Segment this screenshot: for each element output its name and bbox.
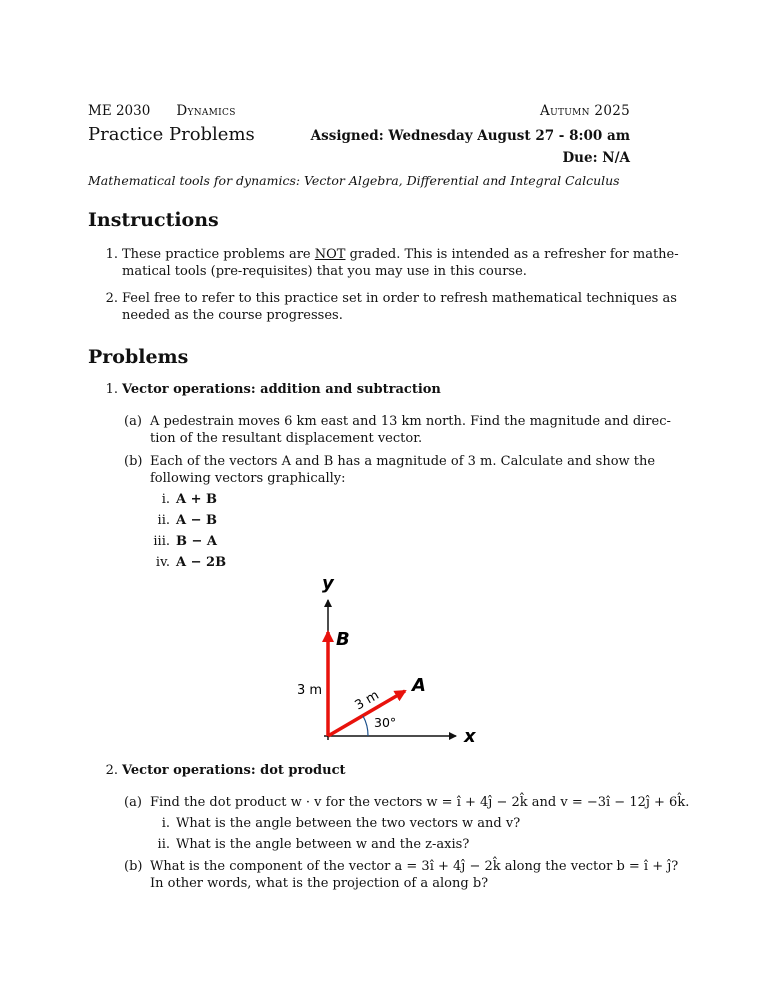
- course-code: ME 2030: [88, 103, 151, 119]
- instructions-heading: Instructions: [88, 209, 219, 231]
- subitem-label: ii.: [157, 837, 170, 852]
- part-label: (b): [124, 454, 143, 469]
- part-label: (b): [124, 859, 143, 874]
- subitem-label: iii.: [153, 534, 170, 549]
- subitem-expression: A + B: [176, 492, 218, 507]
- subitem-expression: B − A: [176, 534, 218, 549]
- subitem-text: What is the angle between w and the z-axis?: [176, 837, 470, 852]
- subtitle: Mathematical tools for dynamics: Vector Algebra, Differential and Integral Calculus: [88, 173, 620, 188]
- y-axis-label: y: [322, 573, 334, 594]
- problem-title: Vector operations: dot product: [122, 763, 346, 778]
- angle-label: 30°: [374, 715, 397, 730]
- subitem-expression: A − B: [176, 513, 218, 528]
- list-number: 2.: [105, 763, 118, 778]
- b-magnitude-label: 3 m: [297, 683, 323, 698]
- subitem-label: i.: [161, 492, 170, 507]
- part-label: (a): [124, 795, 142, 810]
- list-number: 2.: [105, 291, 118, 306]
- instruction-text: needed as the course progresses.: [122, 308, 343, 323]
- x-axis-label: x: [464, 726, 476, 747]
- course-subject: Dynamics: [176, 103, 236, 119]
- instruction-text: Feel free to refer to this practice set in order to refresh mathematical techniques as: [122, 291, 677, 306]
- assigned-date: Assigned: Wednesday August 27 - 8:00 am: [310, 128, 630, 144]
- problems-heading: Problems: [88, 346, 189, 368]
- subitem-label: ii.: [157, 513, 170, 528]
- problem-text: Find the dot product w · v for the vectors w = î + 4ĵ − 2k̂ and v = −3î − 12ĵ + 6k̂.: [150, 795, 690, 810]
- subitem-label: iv.: [155, 555, 170, 570]
- instruction-text: graded. This is intended as a refresher for mathe-: [345, 247, 679, 262]
- due-date: Due: N/A: [562, 150, 630, 166]
- problem-text: tion of the resultant displacement vector.: [150, 431, 423, 446]
- angle-arc: [363, 716, 368, 736]
- instruction-text: matical tools (pre-requisites) that you may use in this course.: [122, 264, 527, 279]
- subitem-text: What is the angle between the two vectors w and v?: [176, 816, 521, 831]
- part-label: (a): [124, 414, 142, 429]
- emphasis-not: NOT: [314, 247, 346, 262]
- list-number: 1.: [105, 247, 118, 262]
- problem-text: A pedestrain moves 6 km east and 13 km north. Find the magnitude and direc-: [150, 414, 671, 429]
- vector-figure: [280, 570, 500, 755]
- problem-text: In other words, what is the projection of a along b?: [150, 876, 489, 891]
- problem-text: Each of the vectors A and B has a magnitude of 3 m. Calculate and show the: [150, 454, 656, 469]
- problem-text: following vectors graphically:: [150, 471, 346, 486]
- page-title: Practice Problems: [88, 124, 255, 145]
- problem-text: What is the component of the vector a = 3î + 4ĵ − 2k̂ along the vector b = î + ĵ?: [150, 859, 679, 874]
- problem-title: Vector operations: addition and subtraction: [122, 382, 441, 397]
- vector-a-label: A: [412, 675, 426, 696]
- course-header: [88, 103, 236, 119]
- instruction-text: These practice problems are: [122, 247, 315, 262]
- vector-b-label: B: [336, 629, 350, 650]
- subitem-expression: A − 2B: [176, 555, 227, 570]
- list-number: 1.: [105, 382, 118, 397]
- subitem-label: i.: [161, 816, 170, 831]
- term: Autumn 2025: [540, 103, 630, 119]
- a-magnitude-label: 3 m: [352, 687, 382, 714]
